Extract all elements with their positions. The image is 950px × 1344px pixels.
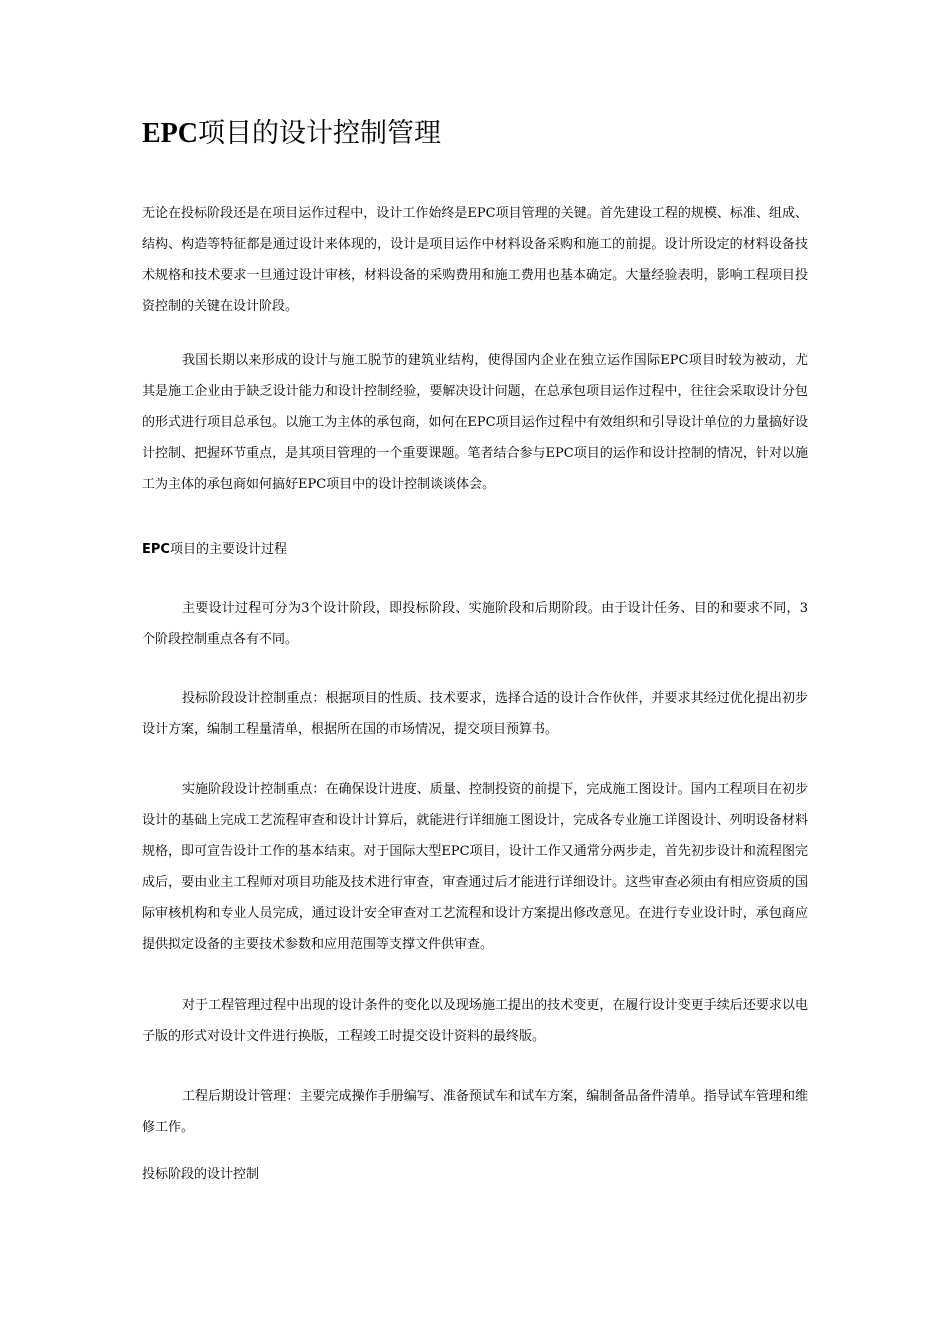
paragraph-design-changes: 对于工程管理过程中出现的设计条件的变化以及现场施工提出的技术变更，在履行设计变更手续后还要求以电子版的形式对设计文件进行换版，工程竣工时提交设计资料的最终版。 (142, 998, 808, 1044)
title-latin-part: EPC (142, 118, 198, 149)
section-heading-latin-part: EPC (142, 542, 170, 557)
paragraph-later-stage: 工程后期设计管理：主要完成操作手册编写、准备预试车和试车方案，编制备品备件清单。指导试车管理和维修工作。 (142, 1089, 808, 1135)
section-heading-main-design-process (142, 534, 287, 565)
title-text-part: 项目的设计控制管理 (198, 118, 441, 149)
section-heading-text-part: 项目的主要设计过程 (169, 542, 287, 557)
paragraph-design-stages: 主要设计过程可分为3个设计阶段，即投标阶段、实施阶段和后期阶段。由于设计任务、目的和要求不同，3个阶段控制重点各有不同。 (142, 601, 808, 647)
document-title (142, 116, 441, 152)
section-heading-bidding-design-control: 投标阶段的设计控制 (142, 1167, 260, 1182)
paragraph-implementation-stage: 实施阶段设计控制重点：在确保设计进度、质量、控制投资的前提下，完成施工图设计。国内工程项目在初步设计的基础上完成工艺流程审查和设计计算后，就能进行详细施工图设计，完成各专业施工详图设计、列明设备材料规格，即可宣告设计工作的基本结束。对于国际大型EPC项目，设计工作又通常分两步走，首先初步设计和流程图完成后，要由业主工程师对项目功能及技术进行审查，审查通过后才能进行详细设计。这些审查必须由有相应资质的国际审核机构和专业人员完成，通过设计安全审查对工艺流程和设计方案提出修改意见。在进行专业设计时，承包商应提供拟定设备的主要技术参数和应用范围等支撑文件供审查。 (142, 782, 808, 952)
paragraph-background: 我国长期以来形成的设计与施工脱节的建筑业结构，使得国内企业在独立运作国际EPC项目时较为被动，尤其是施工企业由于缺乏设计能力和设计控制经验，要解决设计问题，在总承包项目运作过程中，往往会采取设计分包的形式进行项目总承包。以施工为主体的承包商，如何在EPC项目运作过程中有效组织和引导设计单位的力量搞好设计控制、把握环节重点，是其项目管理的一个重要课题。笔者结合参与EPC项目的运作和设计控制的情况，针对以施工为主体的承包商如何搞好EPC项目中的设计控制谈谈体会。 (142, 353, 808, 492)
paragraph-intro: 无论在投标阶段还是在项目运作过程中，设计工作始终是EPC项目管理的关键。首先建设工程的规模、标准、组成、结构、构造等特征都是通过设计来体现的，设计是项目运作中材料设备采购和施工的前提。设计所设定的材料设备技术规格和技术要求一旦通过设计审核，材料设备的采购费用和施工费用也基本确定。大量经验表明，影响工程项目投资控制的关键在设计阶段。 (142, 206, 808, 314)
paragraph-bidding-stage: 投标阶段设计控制重点：根据项目的性质、技术要求，选择合适的设计合作伙伴，并要求其经过优化提出初步设计方案，编制工程量清单，根据所在国的市场情况，提交项目预算书。 (142, 691, 808, 737)
